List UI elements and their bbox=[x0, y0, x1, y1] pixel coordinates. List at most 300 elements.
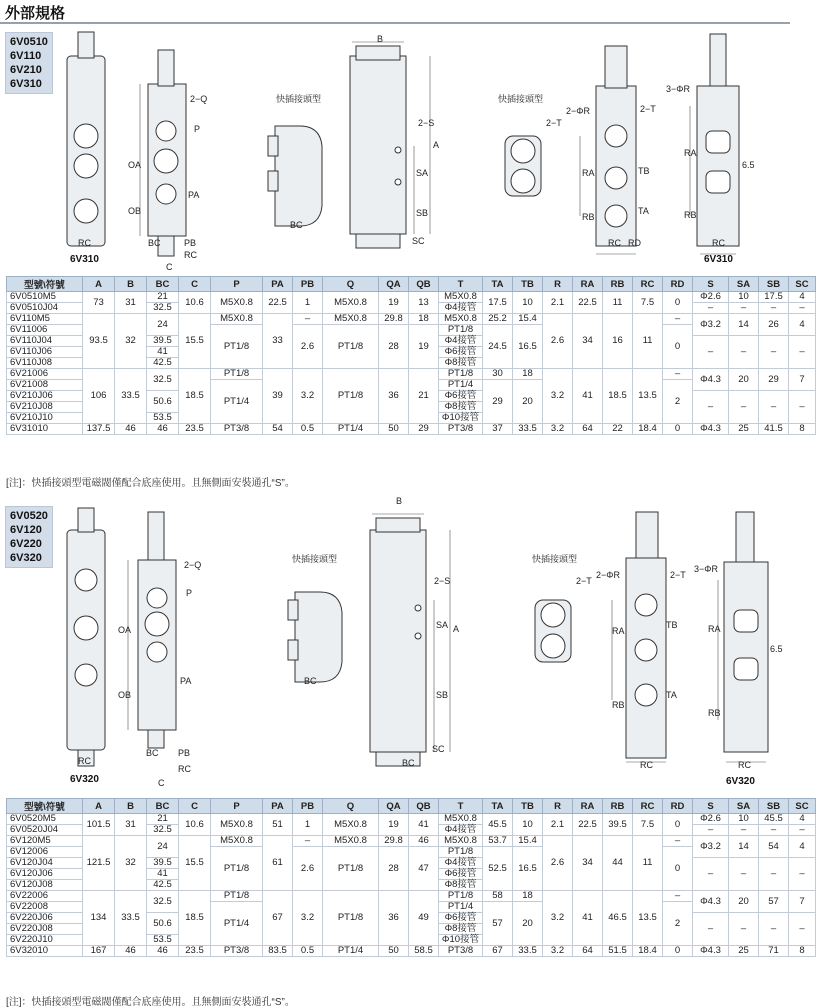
table-cell: 46 bbox=[115, 424, 147, 435]
coil-side bbox=[158, 50, 174, 86]
drawing-caption: 6V320 bbox=[70, 774, 99, 785]
table-cell: 52.5 bbox=[483, 847, 513, 891]
table-cell: 39 bbox=[263, 369, 293, 424]
dim-label: 2−T bbox=[640, 104, 656, 114]
dim-label: RB bbox=[582, 212, 595, 222]
table-cell: 11 bbox=[603, 292, 633, 314]
table-cell: 16 bbox=[603, 314, 633, 369]
dim-label: RA bbox=[612, 626, 625, 636]
column-header: T bbox=[439, 277, 483, 292]
table-cell: 4 bbox=[789, 314, 816, 336]
dim-label: SC bbox=[412, 236, 425, 246]
table-cell: – bbox=[693, 913, 729, 946]
table-cell: 19 bbox=[379, 814, 409, 836]
table-cell: 2.6 bbox=[293, 325, 323, 369]
column-header: RC bbox=[633, 799, 663, 814]
table-cell: – bbox=[729, 336, 759, 369]
model-cell: 6V120J04 bbox=[7, 858, 83, 869]
column-header: R bbox=[543, 799, 573, 814]
table-cell: 0.5 bbox=[293, 424, 323, 435]
column-header: RD bbox=[663, 799, 693, 814]
table-cell: 64 bbox=[573, 424, 603, 435]
table-cell: 41.5 bbox=[759, 424, 789, 435]
page-title: 外部規格 bbox=[5, 5, 66, 22]
table-cell: 41 bbox=[573, 891, 603, 946]
column-header: TA bbox=[483, 799, 513, 814]
table-cell: 39.5 bbox=[147, 858, 179, 869]
dim-label: BC bbox=[402, 758, 415, 768]
table-cell: 45.5 bbox=[483, 814, 513, 836]
dim-label: 2−T bbox=[546, 118, 562, 128]
table-cell: 13.5 bbox=[633, 369, 663, 424]
table-cell: 2.6 bbox=[543, 314, 573, 369]
dim-label: P bbox=[186, 588, 193, 598]
table-cell: 22 bbox=[603, 424, 633, 435]
table-cell: 10.6 bbox=[179, 292, 211, 314]
table-cell: 54 bbox=[759, 836, 789, 858]
table-cell: M5X0.8 bbox=[323, 836, 379, 847]
column-header: RB bbox=[603, 799, 633, 814]
table-cell: Φ8接管 bbox=[439, 924, 483, 935]
table-cell: 19 bbox=[409, 325, 439, 369]
table-cell: 25 bbox=[729, 946, 759, 957]
table-cell: PT1/4 bbox=[211, 380, 263, 424]
dim-label: 3−ΦR bbox=[666, 84, 690, 94]
table-cell: PT1/4 bbox=[323, 424, 379, 435]
table-cell: 29 bbox=[409, 424, 439, 435]
table-cell: PT3/8 bbox=[211, 946, 263, 957]
table-cell: 46 bbox=[147, 946, 179, 957]
table-cell: 8 bbox=[789, 424, 816, 435]
model-cell: 6V12006 bbox=[7, 847, 83, 858]
table-cell: 4 bbox=[789, 292, 816, 303]
dim-label: OB bbox=[128, 206, 142, 216]
table-cell: Φ6接管 bbox=[439, 391, 483, 402]
dim-label: TA bbox=[638, 206, 649, 216]
table-cell: 121.5 bbox=[83, 836, 115, 891]
table-cell: 32.5 bbox=[147, 825, 179, 836]
table-cell: 49 bbox=[409, 891, 439, 946]
dim-label: BC bbox=[148, 238, 161, 248]
table-cell: 11 bbox=[633, 836, 663, 891]
drawing-set-1 bbox=[0, 26, 790, 274]
quick-connector-view bbox=[295, 592, 342, 682]
dim-label: P bbox=[194, 124, 201, 134]
table-cell: 31 bbox=[115, 814, 147, 836]
dim-label: SB bbox=[436, 690, 449, 700]
table-cell: 10 bbox=[729, 814, 759, 825]
dim-label: SA bbox=[416, 168, 429, 178]
table-cell: 46.5 bbox=[603, 891, 633, 946]
column-header: RB bbox=[603, 277, 633, 292]
table-row bbox=[7, 424, 816, 435]
model-cell: 6V210J08 bbox=[7, 402, 83, 413]
table-cell: 41 bbox=[573, 369, 603, 424]
table-cell: – bbox=[693, 303, 729, 314]
table-cell: 18 bbox=[513, 369, 543, 380]
model-cell: 6V22008 bbox=[7, 902, 83, 913]
column-header: P bbox=[211, 799, 263, 814]
table-cell: 23.5 bbox=[179, 424, 211, 435]
table-cell: – bbox=[789, 391, 816, 424]
dim-label: RC bbox=[184, 250, 197, 260]
table-cell: PT1/8 bbox=[323, 847, 379, 891]
table-cell: 18.5 bbox=[179, 369, 211, 424]
table-cell: – bbox=[693, 391, 729, 424]
table-cell: 93.5 bbox=[83, 314, 115, 369]
table-cell: 0 bbox=[663, 847, 693, 891]
port-symbol bbox=[74, 199, 98, 223]
table-cell: M5X0.8 bbox=[211, 836, 263, 847]
table-cell: 50 bbox=[379, 946, 409, 957]
column-header: QB bbox=[409, 277, 439, 292]
table-cell: 14 bbox=[729, 836, 759, 858]
table-cell: 36 bbox=[379, 369, 409, 424]
table-cell: PT1/8 bbox=[323, 325, 379, 369]
table-cell: 32.5 bbox=[147, 303, 179, 314]
dim-label: OA bbox=[118, 625, 132, 635]
table-cell: 22.5 bbox=[573, 814, 603, 836]
table-cell: Φ4接管 bbox=[439, 858, 483, 869]
column-header: RA bbox=[573, 277, 603, 292]
table-cell: Φ4接管 bbox=[439, 825, 483, 836]
model-cell: 6V210J10 bbox=[7, 413, 83, 424]
table-cell: – bbox=[789, 858, 816, 891]
table-cell: – bbox=[663, 314, 693, 325]
dim-label: B bbox=[396, 496, 403, 506]
table-cell: PT1/4 bbox=[439, 380, 483, 391]
table-cell: Φ4接管 bbox=[439, 303, 483, 314]
table-cell: 167 bbox=[83, 946, 115, 957]
table-cell: PT3/8 bbox=[211, 424, 263, 435]
table-cell: 18.4 bbox=[633, 946, 663, 957]
model-name: 6V120 bbox=[10, 524, 42, 536]
model-name: 6V310 bbox=[10, 78, 42, 90]
model-cell: 6V31010 bbox=[7, 424, 83, 435]
table-cell: M5X0.8 bbox=[439, 836, 483, 847]
dim-label: SC bbox=[432, 744, 445, 754]
table-cell: M5X0.8 bbox=[323, 314, 379, 325]
table-cell: – bbox=[693, 858, 729, 891]
table-cell: 22.5 bbox=[573, 292, 603, 314]
table-cell: 29.8 bbox=[379, 836, 409, 847]
model-name: 6V220 bbox=[10, 538, 42, 550]
column-header: 型號\符號 bbox=[7, 277, 83, 292]
table-cell: 8 bbox=[789, 946, 816, 957]
dim-label: RB bbox=[708, 708, 721, 718]
model-cell: 6V21008 bbox=[7, 380, 83, 391]
table-cell: 2 bbox=[663, 380, 693, 424]
table-cell: 54 bbox=[263, 424, 293, 435]
drawing-caption: 6V320 bbox=[726, 776, 755, 787]
table-cell: 44 bbox=[603, 836, 633, 891]
column-header: TB bbox=[513, 277, 543, 292]
table-cell: 20 bbox=[513, 902, 543, 946]
table-cell: Φ4.3 bbox=[693, 424, 729, 435]
dim-label: PB bbox=[178, 748, 191, 758]
column-header: Q bbox=[323, 799, 379, 814]
model-cell: 6V210J06 bbox=[7, 391, 83, 402]
table-cell: 0 bbox=[663, 946, 693, 957]
dim-label: TB bbox=[666, 620, 678, 630]
drawing-caption: 6V310 bbox=[70, 254, 99, 265]
spec-table-2 bbox=[6, 798, 816, 957]
table-row bbox=[7, 369, 816, 380]
table-cell: 21 bbox=[409, 369, 439, 424]
table-cell: 0 bbox=[663, 292, 693, 314]
table-cell: – bbox=[663, 891, 693, 902]
column-header: BC bbox=[147, 799, 179, 814]
table-cell: 32.5 bbox=[147, 369, 179, 391]
table-cell: 137.5 bbox=[83, 424, 115, 435]
table-cell: 32 bbox=[115, 314, 147, 369]
table-cell: 73 bbox=[83, 292, 115, 314]
table-cell: 34 bbox=[573, 314, 603, 369]
table-cell: 1 bbox=[293, 814, 323, 836]
column-header: PA bbox=[263, 277, 293, 292]
table-cell: – bbox=[759, 913, 789, 946]
table-cell: 57 bbox=[483, 902, 513, 946]
port-symbol bbox=[74, 124, 98, 148]
table-cell: M5X0.8 bbox=[439, 814, 483, 825]
model-cell: 6V0510M5 bbox=[7, 292, 83, 303]
table-cell: Φ4.3 bbox=[693, 946, 729, 957]
table-cell: 0 bbox=[663, 424, 693, 435]
dim-label: 2−ΦR bbox=[596, 570, 620, 580]
dim-label: 2−S bbox=[434, 576, 451, 586]
table-cell: – bbox=[663, 836, 693, 847]
table-cell: 23.5 bbox=[179, 946, 211, 957]
table-cell: – bbox=[789, 825, 816, 836]
table-cell: 2.1 bbox=[543, 814, 573, 836]
dim-label: 2−Q bbox=[190, 94, 208, 104]
dim-label: RC bbox=[78, 238, 91, 248]
table-cell: 3.2 bbox=[543, 424, 573, 435]
table-row bbox=[7, 292, 816, 303]
table-cell: 29 bbox=[483, 380, 513, 424]
table-cell: 18 bbox=[513, 891, 543, 902]
model-cell: 6V32010 bbox=[7, 946, 83, 957]
table-cell: – bbox=[759, 336, 789, 369]
table-header-row bbox=[7, 277, 816, 292]
table-cell: 64 bbox=[573, 946, 603, 957]
table-cell: Φ4.3 bbox=[693, 891, 729, 913]
column-header: BC bbox=[147, 277, 179, 292]
valve-body-view bbox=[370, 530, 426, 752]
column-header: TA bbox=[483, 277, 513, 292]
valve-right-view bbox=[724, 562, 768, 752]
table-cell: 13 bbox=[409, 292, 439, 314]
header-divider bbox=[0, 22, 790, 24]
table-cell: 21 bbox=[147, 292, 179, 303]
dim-label: 6.5 bbox=[742, 160, 755, 170]
table-cell: 42.5 bbox=[147, 358, 179, 369]
model-cell: 6V0510J04 bbox=[7, 303, 83, 314]
model-cell: 6V220J06 bbox=[7, 913, 83, 924]
table-cell: 18.4 bbox=[633, 424, 663, 435]
table-cell: PT1/8 bbox=[439, 369, 483, 380]
table-cell: PT1/8 bbox=[211, 369, 263, 380]
table-cell: Φ2.6 bbox=[693, 814, 729, 825]
table-cell: Φ8接管 bbox=[439, 402, 483, 413]
table-cell: 83.5 bbox=[263, 946, 293, 957]
table-cell: PT1/8 bbox=[439, 891, 483, 902]
column-header: PA bbox=[263, 799, 293, 814]
table-cell: 21 bbox=[147, 814, 179, 825]
model-cell: 6V110J06 bbox=[7, 347, 83, 358]
model-cell: 6V120J08 bbox=[7, 880, 83, 891]
dim-label: RB bbox=[612, 700, 625, 710]
dim-label: RC bbox=[178, 764, 191, 774]
table-cell: 61 bbox=[263, 836, 293, 891]
table-cell: Φ10接管 bbox=[439, 935, 483, 946]
table-cell: 134 bbox=[83, 891, 115, 946]
table-cell: 51.5 bbox=[603, 946, 633, 957]
table-cell: 2.1 bbox=[543, 292, 573, 314]
model-cell: 6V0520J04 bbox=[7, 825, 83, 836]
table-cell: 20 bbox=[729, 891, 759, 913]
table-cell: 31 bbox=[115, 292, 147, 314]
table-cell: Φ6接管 bbox=[439, 913, 483, 924]
table-cell: 58 bbox=[483, 891, 513, 902]
table-cell: 33.5 bbox=[513, 424, 543, 435]
table-cell: Φ2.6 bbox=[693, 292, 729, 303]
model-cell: 6V0520M5 bbox=[7, 814, 83, 825]
table-cell: 24 bbox=[147, 836, 179, 858]
column-header: C bbox=[179, 799, 211, 814]
table-cell: 2.6 bbox=[293, 847, 323, 891]
model-cell: 6V21006 bbox=[7, 369, 83, 380]
table-cell: 33.5 bbox=[513, 946, 543, 957]
table-cell: – bbox=[789, 336, 816, 369]
table-cell: 46 bbox=[115, 946, 147, 957]
column-header: 型號\符號 bbox=[7, 799, 83, 814]
model-cell: 6V120M5 bbox=[7, 836, 83, 847]
valve-body-view bbox=[350, 56, 406, 234]
table-cell: 37 bbox=[483, 424, 513, 435]
table-cell: 16.5 bbox=[513, 325, 543, 369]
column-header: A bbox=[83, 277, 115, 292]
table-cell: PT1/8 bbox=[211, 847, 263, 891]
table-cell: 26 bbox=[759, 314, 789, 336]
dim-label: 2−ΦR bbox=[566, 106, 590, 116]
table-cell: 16.5 bbox=[513, 847, 543, 891]
table-cell: – bbox=[729, 858, 759, 891]
table-cell: 41 bbox=[409, 814, 439, 836]
dim-label: RB bbox=[684, 210, 697, 220]
table-cell: 42.5 bbox=[147, 880, 179, 891]
table-cell: Φ6接管 bbox=[439, 347, 483, 358]
dim-label: 2−S bbox=[418, 118, 435, 128]
table-cell: 10 bbox=[513, 292, 543, 314]
table-cell: 29.8 bbox=[379, 314, 409, 325]
quick-type-label: 快插接頭型 bbox=[276, 94, 322, 104]
table-cell: 3.2 bbox=[293, 369, 323, 424]
dim-label: RD bbox=[628, 238, 641, 248]
table-cell: 57 bbox=[759, 891, 789, 913]
table-cell: 4 bbox=[789, 836, 816, 858]
column-header: PB bbox=[293, 277, 323, 292]
dim-label: PB bbox=[184, 238, 197, 248]
table-cell: 17.5 bbox=[483, 292, 513, 314]
table-cell: 28 bbox=[379, 325, 409, 369]
column-header: C bbox=[179, 277, 211, 292]
dim-label: TB bbox=[638, 166, 650, 176]
table-cell: 51 bbox=[263, 814, 293, 836]
column-header: QB bbox=[409, 799, 439, 814]
table-cell: 24 bbox=[147, 314, 179, 336]
table-cell: 4 bbox=[789, 814, 816, 825]
dim-label: 3−ΦR bbox=[694, 564, 718, 574]
column-header: QA bbox=[379, 799, 409, 814]
table-cell: PT1/8 bbox=[439, 847, 483, 858]
dim-label: C bbox=[166, 262, 173, 272]
column-header: B bbox=[115, 799, 147, 814]
table-cell: M5X0.8 bbox=[211, 314, 263, 325]
table-header-row bbox=[7, 799, 816, 814]
table-row bbox=[7, 836, 816, 847]
dim-label: RC bbox=[78, 756, 91, 766]
dim-label: RA bbox=[708, 624, 721, 634]
table-cell: 22.5 bbox=[263, 292, 293, 314]
table-cell: PT1/8 bbox=[323, 891, 379, 946]
table-cell: 7 bbox=[789, 369, 816, 391]
dim-label: TA bbox=[666, 690, 677, 700]
table-cell: – bbox=[759, 391, 789, 424]
dim-label: 2−T bbox=[670, 570, 686, 580]
dim-label: OA bbox=[128, 160, 142, 170]
column-header: RC bbox=[633, 277, 663, 292]
table-cell: 0.5 bbox=[293, 946, 323, 957]
table-cell: PT1/8 bbox=[439, 325, 483, 336]
table-cell: 13.5 bbox=[633, 891, 663, 946]
table-cell: – bbox=[293, 314, 323, 325]
dim-label: OB bbox=[118, 690, 132, 700]
table-cell: 7 bbox=[789, 891, 816, 913]
table-cell: 15.5 bbox=[179, 314, 211, 369]
table-cell: 3.2 bbox=[293, 891, 323, 946]
dim-label: 2−Q bbox=[184, 560, 202, 570]
table-cell: 18 bbox=[409, 314, 439, 325]
table-cell: 7.5 bbox=[633, 814, 663, 836]
table-cell: 45.5 bbox=[759, 814, 789, 825]
table-row bbox=[7, 314, 816, 325]
table-cell: 46 bbox=[409, 836, 439, 847]
column-header: P bbox=[211, 277, 263, 292]
table-cell: 15.4 bbox=[513, 836, 543, 847]
model-cell: 6V110M5 bbox=[7, 314, 83, 325]
table-cell: 46 bbox=[147, 424, 179, 435]
column-header: RD bbox=[663, 277, 693, 292]
table-cell: PT3/8 bbox=[439, 946, 483, 957]
table-cell: – bbox=[293, 836, 323, 847]
table-cell: 36 bbox=[379, 891, 409, 946]
table-cell: 10 bbox=[513, 814, 543, 836]
table-cell: Φ6接管 bbox=[439, 869, 483, 880]
table-cell: 71 bbox=[759, 946, 789, 957]
table-cell: 7.5 bbox=[633, 292, 663, 314]
column-header: S bbox=[693, 799, 729, 814]
table-cell: PT1/8 bbox=[211, 891, 263, 902]
model-name: 6V0510 bbox=[10, 36, 48, 48]
table-cell: 2 bbox=[663, 902, 693, 946]
table-cell: – bbox=[729, 391, 759, 424]
table-cell: Φ8接管 bbox=[439, 880, 483, 891]
table-cell: 17.5 bbox=[759, 292, 789, 303]
column-header: SB bbox=[759, 799, 789, 814]
column-header: R bbox=[543, 277, 573, 292]
column-header: TB bbox=[513, 799, 543, 814]
